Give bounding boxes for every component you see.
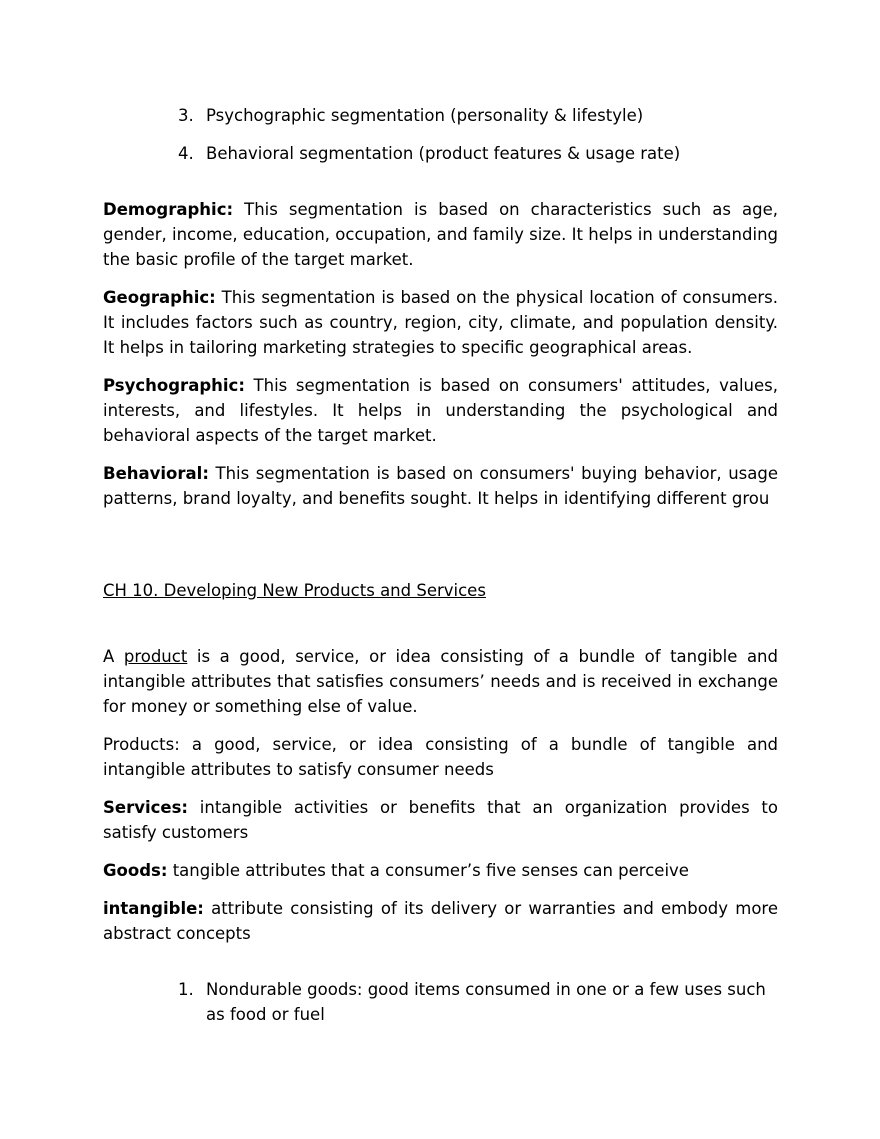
list-item-label: Behavioral segmentation (product features & usage rate) [206,144,681,163]
list-item-label: Nondurable goods: good items consumed in one or a few uses such as food or fuel [206,980,766,1024]
list-item-label: Psychographic segmentation (personality & lifestyle) [206,106,644,125]
definition-paragraph-goods [103,858,778,883]
spacer [103,524,778,578]
definition-paragraph-psychographic [103,373,778,448]
definition-term: Goods: [103,861,168,880]
definition-term: intangible: [103,899,204,918]
spacer [103,959,778,977]
definition-paragraph-behavioral [103,461,778,511]
list-item-marker: 1. [178,980,194,999]
definition-body: attribute consisting of its delivery or warranties and embody more abstract concepts [103,899,778,943]
definition-body: tangible attributes that a consumer’s five senses can perceive [167,861,689,880]
definition-term: Geographic: [103,288,216,307]
definition-paragraph-services [103,795,778,845]
list-item [103,141,778,166]
list-item [103,103,778,128]
document-body [103,103,778,1027]
chapter-heading-row [103,578,778,603]
definition-term: Services: [103,798,189,817]
segmentation-types-list [103,103,778,166]
list-item [103,977,778,1027]
definition-paragraph-products [103,732,778,782]
definition-body: This segmentation is based on consumers' buying behavior, usage patterns, brand loyalty, and benefits sought. It helps in identifying different grou [103,464,778,508]
definition-term: Behavioral: [103,464,209,483]
spacer [103,166,778,197]
definition-term: Demographic: [103,200,234,219]
product-definition-paragraph [103,644,778,719]
definition-paragraph-geographic [103,285,778,360]
underlined-term-product: product [123,647,188,666]
page-title: CH 10. Developing New Products and Services [103,581,486,600]
definition-body: This segmentation is based on characteristics such as age, gender, income, education, occupation, and family size. It helps in understanding the basic profile of the target market. [103,200,778,269]
definition-term: Products: [103,735,180,754]
definition-term: Psychographic: [103,376,245,395]
definition-body: This segmentation is based on consumers' attitudes, values, interests, and lifestyles. It helps in understanding the psychological and behavioral aspects of the target market. [103,376,778,445]
definition-body: intangible activities or benefits that an organization provides to satisfy customers [103,798,778,842]
list-item-marker: 4. [178,144,194,163]
definition-paragraph-demographic [103,197,778,272]
goods-types-list [103,977,778,1027]
definition-body: This segmentation is based on the physical location of consumers. It includes factors such as country, region, city, climate, and population density. It helps in tailoring marketing strategies to specific geographical areas. [103,288,778,357]
paragraph-rest: is a good, service, or idea consisting of a bundle of tangible and intangible attributes that satisfies consumers’ needs and is received in exchange for money or something else of value. [103,647,778,716]
definition-body: a good, service, or idea consisting of a bundle of tangible and intangible attributes to satisfy consumer needs [103,735,778,779]
list-item-marker: 3. [178,106,194,125]
definition-paragraph-intangible [103,896,778,946]
paragraph-prefix: A [103,647,124,666]
spacer [103,603,778,644]
